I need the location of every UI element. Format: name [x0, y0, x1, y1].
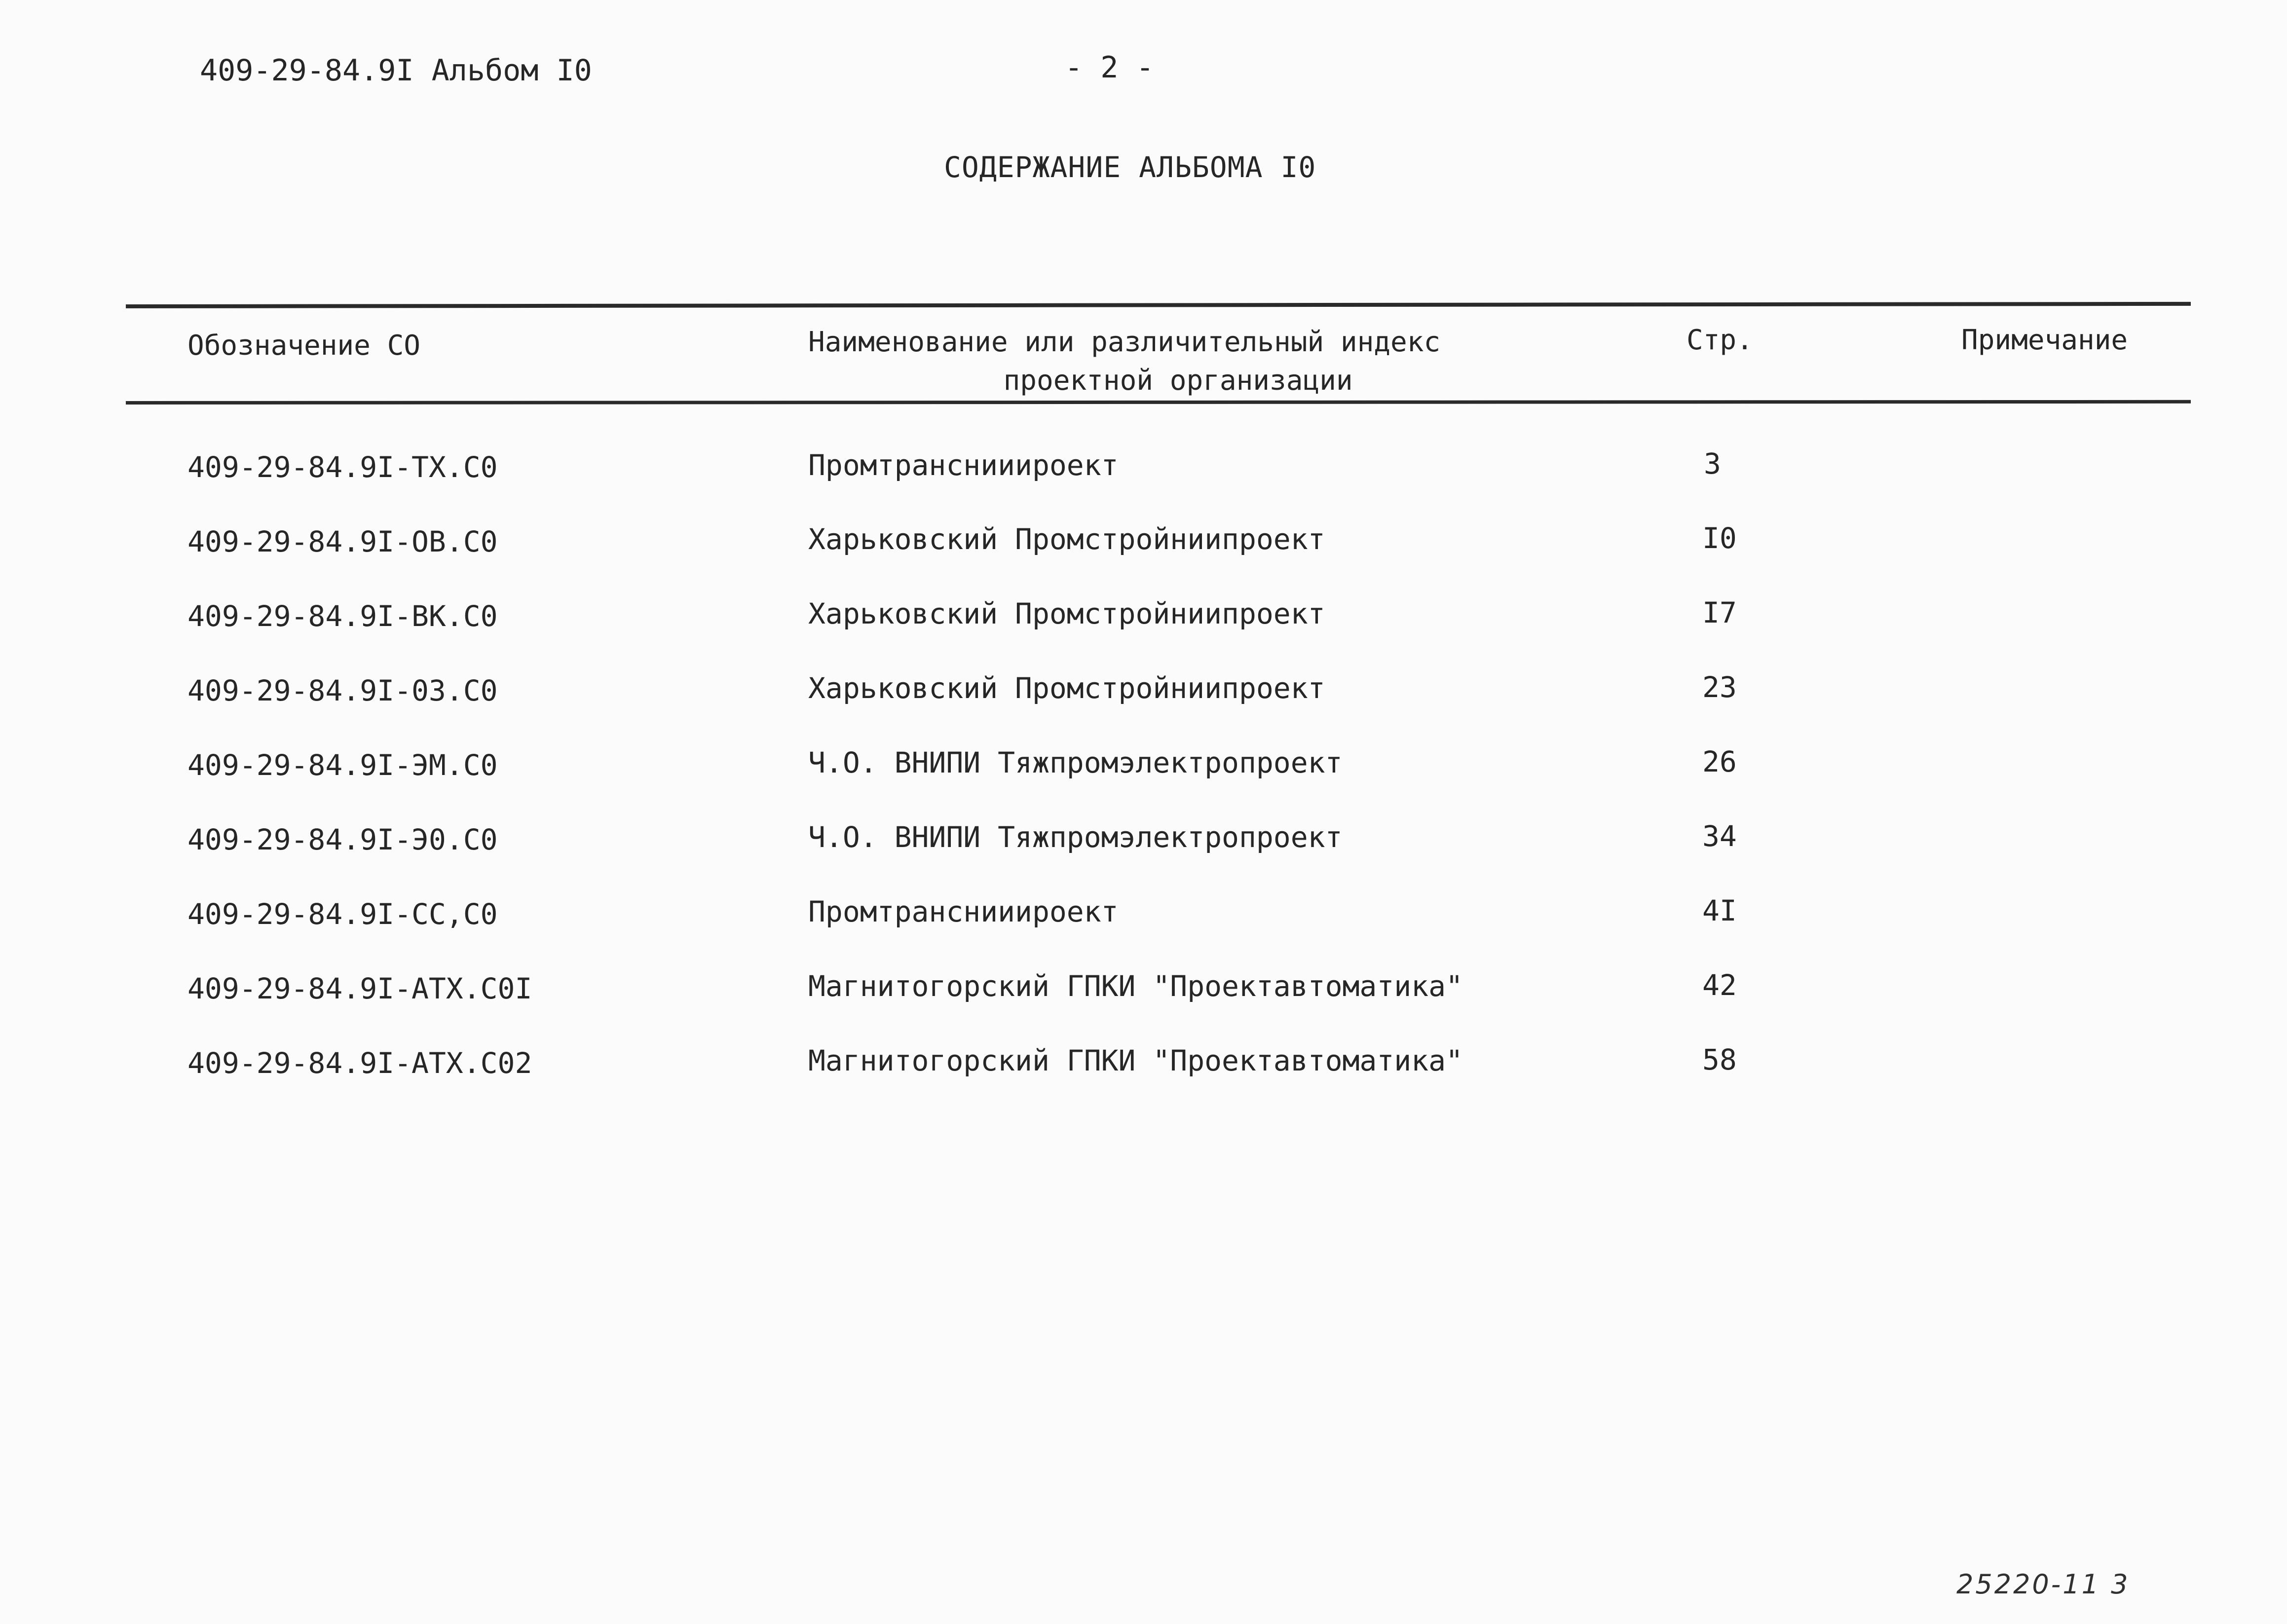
table-row [0, 596, 2287, 659]
column-header-name-line2: проектной организации [1003, 365, 1353, 397]
table-row [0, 968, 2287, 1031]
row-code: 409-29-84.9I-ЭМ.C0 [187, 748, 498, 782]
row-name: Харьковский Промстройниипроект [808, 671, 1325, 705]
document-code: 409-29-84.9I Альбом I0 [200, 53, 592, 88]
table-row [0, 894, 2287, 957]
row-page: 26 [1702, 745, 1737, 778]
table-row [0, 521, 2287, 584]
column-header-code: Обозначение СО [187, 330, 421, 362]
table-row [0, 447, 2287, 510]
row-name: Харьковский Промстройниипроект [808, 522, 1325, 556]
row-name: Магнитогорский ГПКИ "Проектавтоматика" [808, 1044, 1463, 1077]
row-page: 42 [1702, 968, 1737, 1002]
row-code: 409-29-84.9I-ATX.C0I [187, 972, 532, 1005]
table-row [0, 1043, 2287, 1106]
table-top-rule [126, 302, 2191, 308]
row-name: Промтранснииироект [808, 895, 1119, 928]
table-header-rule [126, 400, 2191, 405]
row-page: I0 [1702, 521, 1737, 555]
column-header-note: Примечание [1961, 324, 2128, 356]
column-header-name-line1: Наименование или различительный индекс [808, 326, 1441, 358]
row-code: 409-29-84.9I-03.C0 [187, 674, 498, 707]
row-code: 409-29-84.9I-Э0.C0 [187, 823, 498, 856]
row-page: I7 [1702, 596, 1737, 629]
row-page: 4I [1702, 894, 1737, 927]
row-name: Харьковский Промстройниипроект [808, 597, 1325, 630]
table-row [0, 819, 2287, 882]
archive-stamp: 25220-11 3 [1956, 1569, 2130, 1600]
document-title: СОДЕРЖАНИЕ АЛЬБОМА I0 [944, 150, 1316, 184]
row-name: Ч.О. ВНИПИ Тяжпромэлектропроект [808, 820, 1343, 854]
row-name: Ч.О. ВНИПИ Тяжпромэлектропроект [808, 746, 1343, 779]
row-code: 409-29-84.9I-ATX.C02 [187, 1046, 532, 1080]
page-number: - 2 - [1065, 50, 1154, 85]
row-page: 58 [1702, 1043, 1737, 1076]
row-page: 23 [1702, 670, 1737, 704]
column-header-name [808, 323, 1440, 400]
row-code: 409-29-84.9I-CC,C0 [187, 897, 498, 931]
column-header-page: Стр. [1687, 324, 1753, 356]
table-row [0, 745, 2287, 808]
row-name: Магнитогорский ГПКИ "Проектавтоматика" [808, 969, 1463, 1003]
row-code: 409-29-84.9I-TX.C0 [187, 450, 498, 484]
row-name: Промтранснииироект [808, 448, 1119, 482]
row-code: 409-29-84.9I-BK.C0 [187, 599, 498, 633]
row-code: 409-29-84.9I-OB.C0 [187, 525, 498, 558]
table-row [0, 670, 2287, 733]
row-page: 34 [1702, 819, 1737, 853]
row-page: 3 [1704, 447, 1721, 480]
